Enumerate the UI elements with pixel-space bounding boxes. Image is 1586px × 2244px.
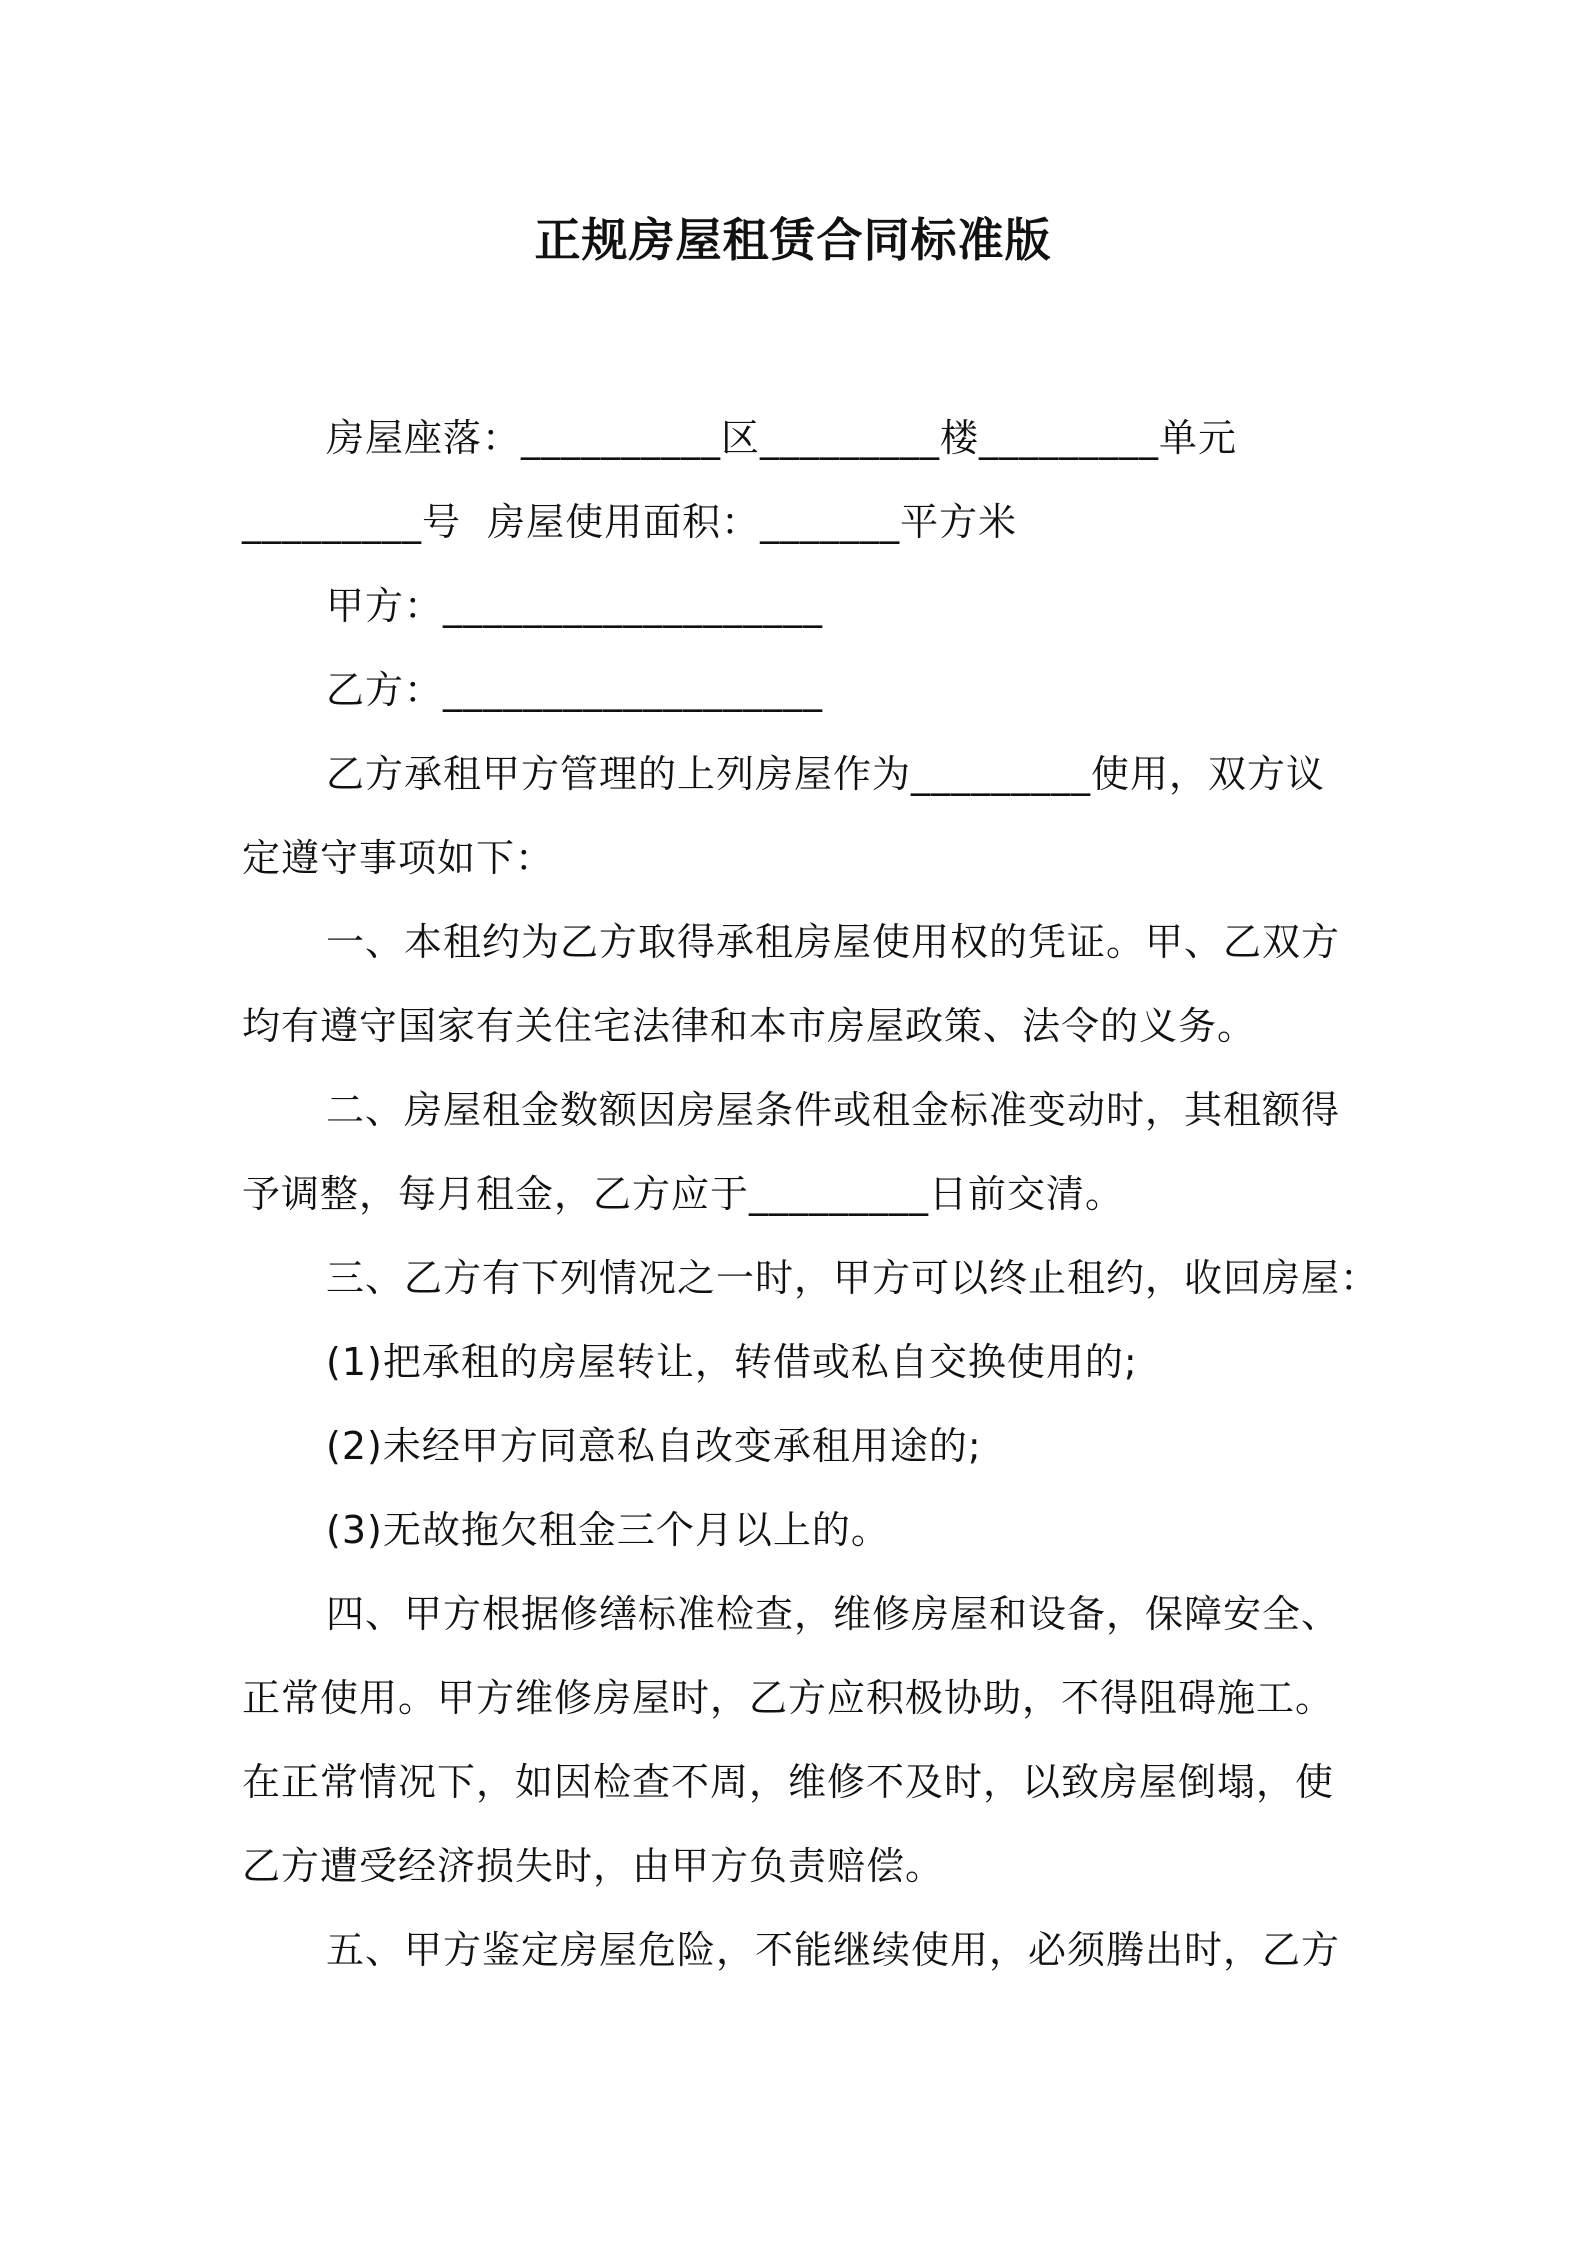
clause-2-line-1: 二、房屋租金数额因房屋条件或租金标准变动时，其租额得 <box>326 1088 1341 1132</box>
clause-5-line-1: 五、甲方鉴定房屋危险，不能继续使用，必须腾出时，乙方 <box>326 1928 1341 1972</box>
intro-paragraph-line-1: 乙方承租甲方管理的上列房屋作为_________使用，双方议 <box>326 752 1326 796</box>
clause-4-line-4: 乙方遭受经济损失时，由甲方负责赔偿。 <box>242 1844 945 1888</box>
intro-paragraph-line-2: 定遵守事项如下： <box>242 836 555 880</box>
party-a-line: 甲方：___________________ <box>326 584 824 628</box>
document-title: 正规房屋租赁合同标准版 <box>534 213 1052 267</box>
party-b-line: 乙方：___________________ <box>326 668 824 712</box>
clause-3-item-3: (3)无故拖欠租金三个月以上的。 <box>326 1508 890 1552</box>
clause-3-line-1: 三、乙方有下列情况之一时，甲方可以终止租约，收回房屋： <box>326 1256 1380 1300</box>
clause-4-line-1: 四、甲方根据修缮标准检查，维修房屋和设备，保障安全、 <box>326 1592 1341 1636</box>
location-line: 房屋座落：__________区_________楼_________单元 <box>326 416 1238 460</box>
clause-3-item-2: (2)未经甲方同意私自改变承租用途的; <box>326 1424 982 1468</box>
clause-1-line-1: 一、本租约为乙方取得承租房屋使用权的凭证。甲、乙双方 <box>326 920 1341 964</box>
clause-4-line-2: 正常使用。甲方维修房屋时，乙方应积极协助，不得阻碍施工。 <box>242 1676 1335 1720</box>
clause-4-line-3: 在正常情况下，如因检查不周，维修不及时，以致房屋倒塌，使 <box>242 1760 1335 1804</box>
area-line: _________号 房屋使用面积：_______平方米 <box>242 500 1018 544</box>
clause-1-line-2: 均有遵守国家有关住宅法律和本市房屋政策、法令的义务。 <box>242 1004 1257 1048</box>
clause-2-line-2: 予调整，每月租金，乙方应于_________日前交清。 <box>242 1172 1125 1216</box>
clause-3-item-1: (1)把承租的房屋转让，转借或私自交换使用的; <box>326 1340 1138 1384</box>
